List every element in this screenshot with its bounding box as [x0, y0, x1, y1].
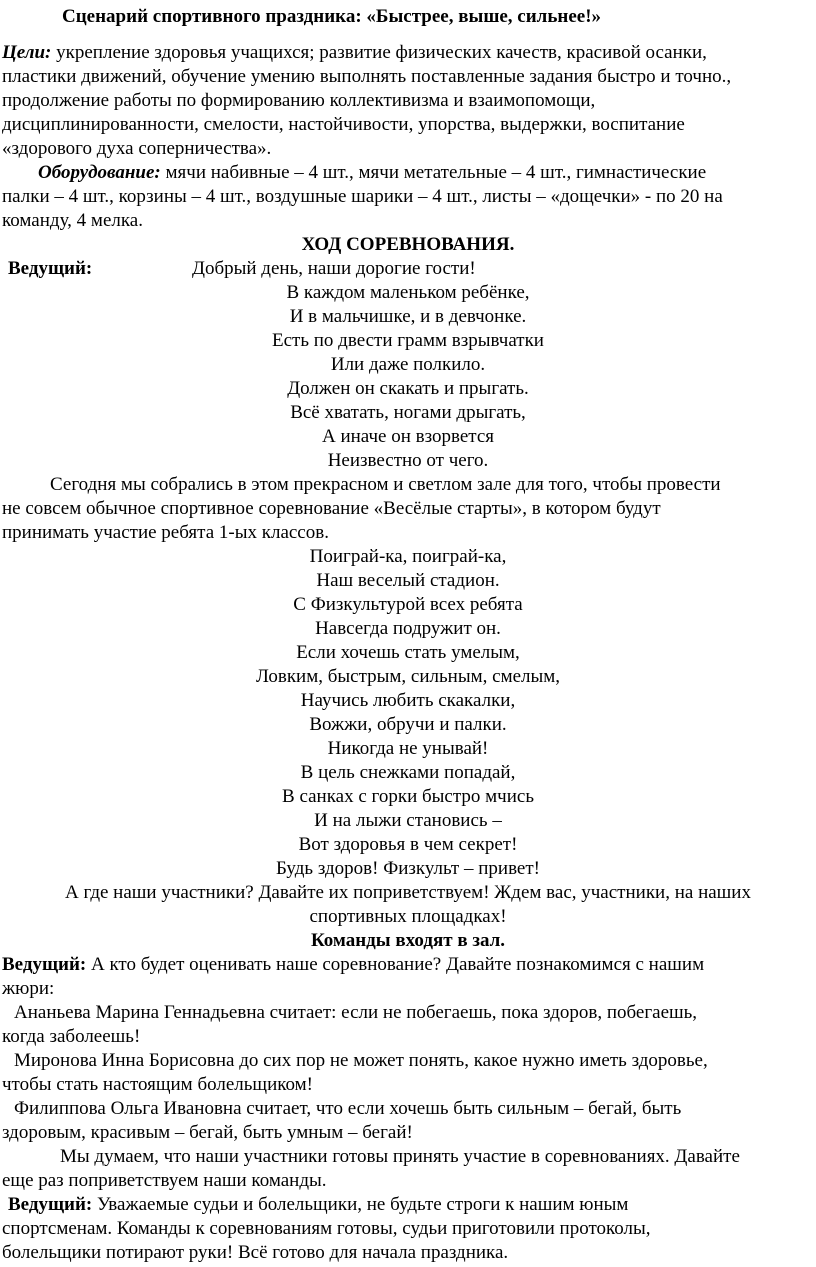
poem-line: Будь здоров! Физкульт – привет! [276, 858, 540, 879]
closing-line: спортсменам. Команды к соревнованиям готовы, судьи приготовили протоколы, [2, 1218, 651, 1239]
ready-line: Мы думаем, что наши участники готовы принять участие в соревнованиях. Давайте [60, 1146, 740, 1167]
poem-line: Поиграй-ка, поиграй-ка, [309, 546, 507, 567]
goals-line: «здорового духа соперничества». [2, 138, 272, 159]
poem-line: Всё хватать, ногами дрыгать, [290, 402, 526, 423]
participants-call-line: А где наши участники? Давайте их поприветствуем! Ждем вас, участники, на наших [65, 882, 751, 903]
jury-member-line: когда заболеешь! [2, 1026, 141, 1047]
equipment-text: мячи набивные – 4 шт., мячи метательные – 4 шт., гимнастические [165, 162, 707, 183]
host-label: Ведущий: [2, 954, 87, 975]
poem-line: В цель снежками попадай, [300, 762, 516, 783]
poem-line: Навсегда подружит он. [315, 618, 501, 639]
poem-line: Наш веселый стадион. [316, 570, 500, 591]
poem-line: Неизвестно от чего. [327, 450, 489, 471]
closing-line: болельщики потирают руки! Всё готово для начала праздника. [2, 1242, 509, 1263]
jury-member-line: Филиппова Ольга Ивановна считает, что если хочешь быть сильным – бегай, быть [14, 1098, 682, 1119]
poem-line: Должен он скакать и прыгать. [287, 378, 529, 399]
goals-line [2, 41, 707, 65]
equipment-line: команду, 4 мелка. [2, 210, 143, 231]
participants-call-line: спортивных площадках! [309, 906, 507, 927]
poem-line: Вожжи, обручи и палки. [309, 714, 507, 735]
jury-intro-line: жюри: [2, 978, 55, 999]
goals-line: дисциплинированности, смелости, настойчивости, упорства, выдержки, воспитание [2, 114, 685, 135]
jury-member-line: Ананьева Марина Геннадьевна считает: если не побегаешь, пока здоров, побегаешь, [14, 1002, 698, 1023]
jury-intro-text: А кто будет оценивать наше соревнование? Давайте познакомимся с нашим [90, 954, 705, 975]
ready-line: еще раз поприветствуем наши команды. [2, 1170, 327, 1191]
jury-member-line: чтобы стать настоящим болельщиком! [2, 1074, 313, 1095]
goals-label: Цели: [2, 42, 52, 63]
poem-line: Есть по двести грамм взрывчатки [272, 330, 544, 351]
closing-line [8, 1193, 628, 1217]
poem-line: И в мальчишке, и в девчонке. [289, 306, 527, 327]
closing-text: Уважаемые судьи и болельщики, не будьте строги к нашим юным [96, 1194, 629, 1215]
equipment-label: Оборудование: [38, 162, 161, 183]
equipment-line [38, 161, 706, 185]
poem-line: Вот здоровья в чем секрет! [298, 834, 518, 855]
document-title: Сценарий спортивного праздника: «Быстрее, выше, сильнее!» [62, 6, 602, 27]
poem-line: В каждом маленьком ребёнке, [286, 282, 530, 303]
jury-intro-line [2, 953, 704, 977]
poem-line: А иначе он взорвется [321, 426, 494, 447]
jury-member-line: Миронова Инна Борисовна до сих пор не может понять, какое нужно иметь здоровье, [14, 1050, 708, 1071]
host-label: Ведущий: [8, 1194, 93, 1215]
poem-line: Или даже полкило. [330, 354, 486, 375]
intro-line: не совсем обычное спортивное соревнование «Весёлые старты», в котором будут [2, 498, 661, 519]
section-heading: ХОД СОРЕВНОВАНИЯ. [301, 234, 515, 255]
intro-line: принимать участие ребята 1-ых классов. [2, 522, 329, 543]
poem-line: Ловким, быстрым, сильным, смелым, [255, 666, 561, 687]
teams-enter-heading: Команды входят в зал. [310, 930, 506, 951]
jury-member-line: здоровым, красивым – бегай, быть умным – бегай! [2, 1122, 413, 1143]
poem-line: С Физкультурой всех ребята [293, 594, 523, 615]
poem-line: Научись любить скакалки, [300, 690, 516, 711]
equipment-line: палки – 4 шт., корзины – 4 шт., воздушные шарики – 4 шт., листы – «дощечки» - по 20 на [2, 186, 723, 207]
intro-line: Сегодня мы собрались в этом прекрасном и светлом зале для того, чтобы провести [50, 474, 721, 495]
greeting-text: Добрый день, наши дорогие гости! [192, 258, 476, 279]
goals-line: пластики движений, обучение умению выполнять поставленные задания быстро и точно., [2, 66, 732, 87]
goals-text: укрепление здоровья учащихся; развитие физических качеств, красивой осанки, [56, 42, 707, 63]
goals-line: продолжение работы по формированию коллективизма и взаимопомощи, [2, 90, 596, 111]
poem-line: В санках с горки быстро мчись [282, 786, 534, 807]
poem-line: И на лыжи становись – [314, 810, 502, 831]
poem-line: Если хочешь стать умелым, [296, 642, 520, 663]
poem-line: Никогда не унывай! [327, 738, 489, 759]
host-label: Ведущий: [8, 258, 93, 279]
